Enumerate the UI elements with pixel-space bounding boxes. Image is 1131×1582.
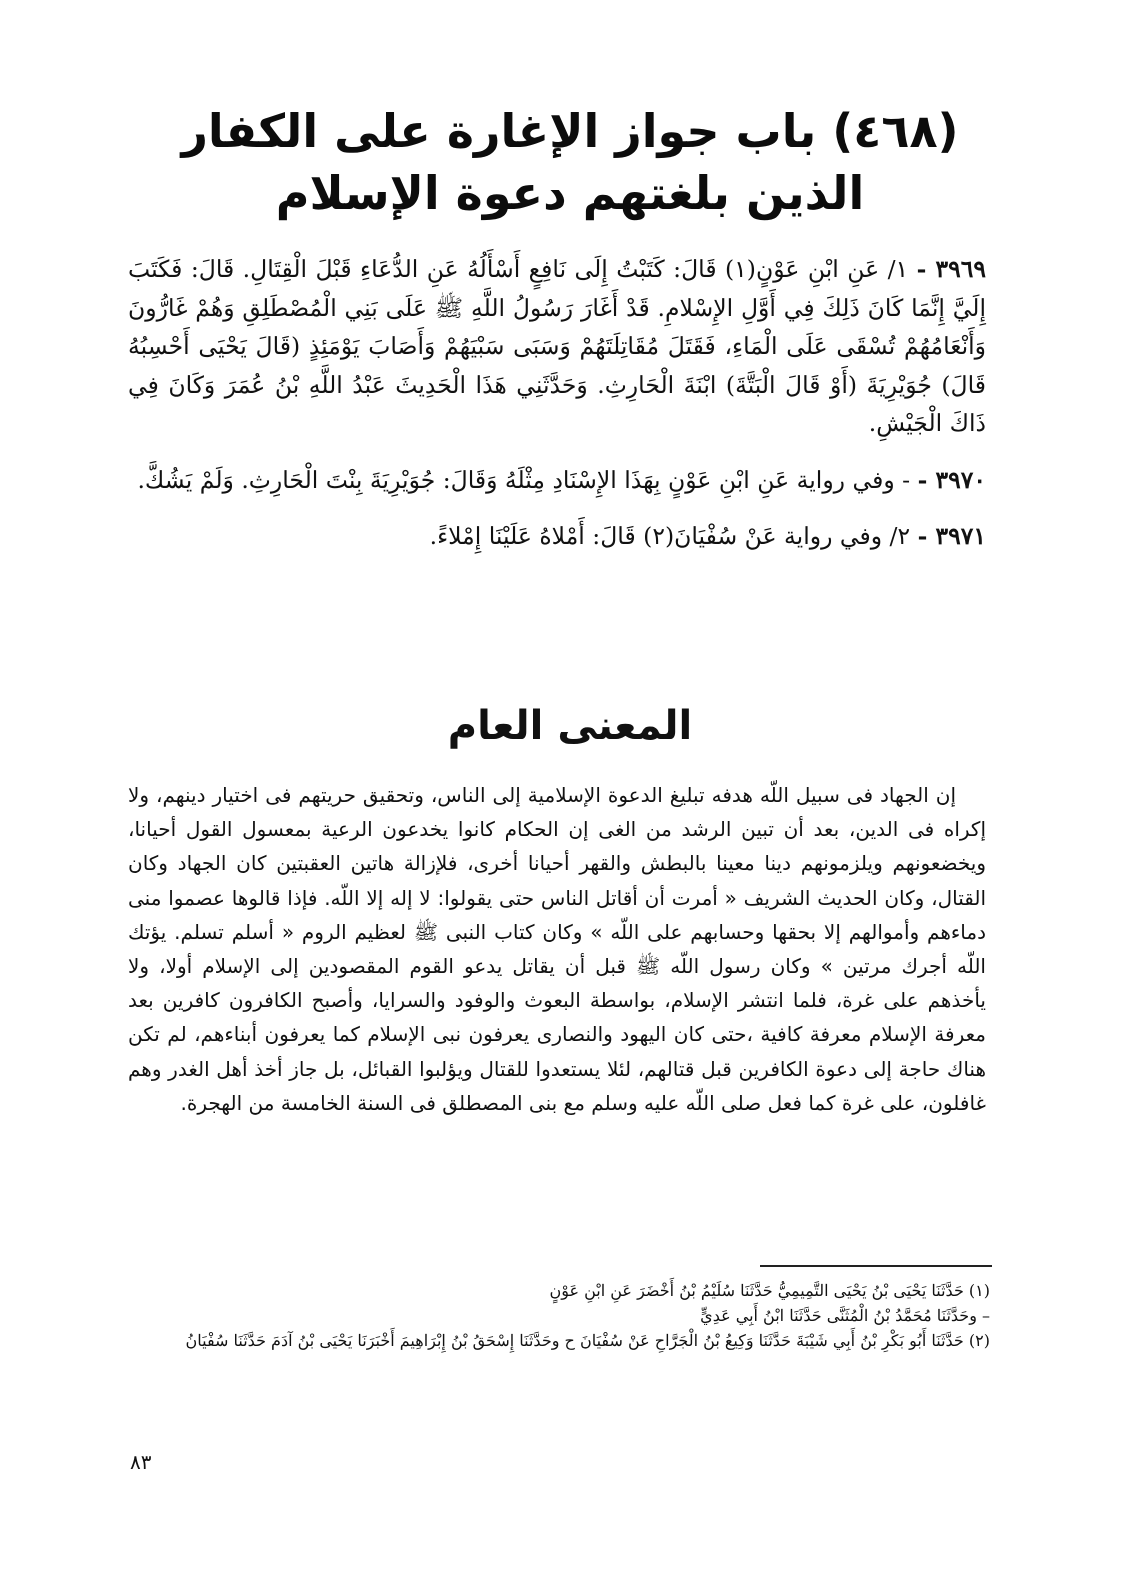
hadith-number: ٣٩٧١ - — [917, 522, 986, 550]
footnote-1-continuation: – وحَدَّثَنَا مُحَمَّدُ بْنُ الْمُثَنَّى حَدَّثَنَا ابْنُ أَبِي عَدِيٍّ — [700, 1306, 990, 1325]
footnotes — [128, 1278, 990, 1353]
hadith-number: ٣٩٦٩ - — [916, 255, 987, 283]
page-number: ٨٣ — [130, 1450, 152, 1474]
chapter-title-line-1: (٤٦٨) باب جواز الإغارة على الكفار — [181, 104, 959, 158]
hadith-3969 — [128, 250, 986, 443]
chapter-title-line-2: الذين بلغتهم دعوة الإسلام — [275, 166, 865, 220]
commentary-body — [128, 778, 986, 1120]
section-heading: المعنى العام — [447, 703, 693, 749]
chapter-title — [150, 100, 990, 224]
hadith-number: ٣٩٧٠ - — [917, 465, 986, 494]
hadith-text: ١/ عَنِ ابْنِ عَوْنٍ(١) قَالَ: كَتَبْتُ إِلَى نَافِعٍ أَسْأَلُهُ عَنِ الدُّعَاءِ قَبْلَ الْقِتَالِ. قَالَ: فَكَتَبَ إِلَيَّ إِنَّمَا كَانَ ذَلِكَ فِي أَوَّلِ الإِسْلامِ. قَدْ أَغَارَ رَسُولُ اللَّهِ ﷺ عَلَى بَنِي الْمُصْطَلِقِ وَهُمْ غَارُّونَ وَأَنْعَامُهُمْ تُسْقَى عَلَى الْمَاءِ، فَقَتَلَ مُقَاتِلَتَهُمْ وَسَبَى سَبْيَهُمْ وَأَصَابَ يَوْمَئِذٍ (قَالَ يَحْيَى أَحْسِبُهُ قَالَ) جُوَيْرِيَةَ (أَوْ قَالَ الْبَتَّةَ) ابْنَةَ الْحَارِثِ. وَحَدَّثَنِي هَذَا الْحَدِيثَ عَبْدُ اللَّهِ بْنُ عُمَرَ وَكَانَ فِي ذَاكَ الْجَيْشِ. — [128, 255, 986, 437]
hadith-list — [128, 250, 986, 574]
hadith-3970 — [128, 461, 986, 500]
footnote-1: (١) حَدَّثَنَا يَحْيَى بْنُ يَحْيَى التَّمِيمِيُّ حَدَّثَنَا سُلَيْمُ بْنُ أَخْضَرَ عَنِ ابْنِ عَوْنٍ — [549, 1281, 990, 1300]
hadith-text: - وفي رواية عَنِ ابْنِ عَوْنٍ بِهَذَا الإِسْنَادِ مِثْلَهُ وَقَالَ: جُوَيْرِيَةَ بِنْتَ الْحَارِثِ. وَلَمْ يَشُكَّ. — [137, 465, 911, 494]
commentary-paragraph: إن الجهاد فى سبيل اللّه هدفه تبليغ الدعوة الإسلامية إلى الناس، وتحقيق حريتهم فى اختيار دينهم، ولا إكراه فى الدين، بعد أن تبين الرشد من الغى إن الحكام كانوا يخدعون الرعية بمعسول القول أحيانا، ويخضعونهم ويلزمونهم دينا معينا بالبطش والقهر أحيانا أخرى، فلإزالة هاتين العقبتين كان الجهاد وكان القتال، وكان الحديث الشريف « أمرت أن أقاتل الناس حتى يقولوا: لا إله إلا اللّه. فإذا قالوها عصموا منى دماءهم وأموالهم إلا بحقها وحسابهم على اللّه » وكان كتاب النبى ﷺ لعظيم الروم « أسلم تسلم. يؤتك اللّه أجرك مرتين » وكان رسول اللّه ﷺ قبل أن يقاتل يدعو القوم المقصودين إلى الإسلام أولا، ولا يأخذهم على غرة، فلما انتشر الإسلام، بواسطة البعوث والوفود والسرايا، وأصبح الكافرون كافرين بعد معرفة الإسلام معرفة كافية ،حتى كان اليهود والنصارى يعرفون نبى الإسلام كما يعرفون أبناءهم، لم تكن هناك حاجة إلى دعوة الكافرين قبل قتالهم، لئلا يستعدوا للقتال ويؤلبوا القبائل، بل جاز أخذ أهل الغدر وهم غافلون، على غرة كما فعل صلى اللّه عليه وسلم مع بنى المصطلق فى السنة الخامسة من الهجرة. — [128, 783, 986, 1115]
footnote-divider — [760, 1265, 992, 1267]
footnote-2: (٢) حَدَّثَنَا أَبُو بَكْرِ بْنُ أَبِي شَيْبَةَ حَدَّثَنَا وَكِيعُ بْنُ الْجَرَّاحِ عَنْ سُفْيَانَ ح وحَدَّثَنَا إِسْحَقُ بْنُ إِبْرَاهِيمَ أَخْبَرَنَا يَحْيَى بْنُ آدَمَ حَدَّثَنَا سُفْيَانُ — [185, 1331, 990, 1350]
hadith-3971 — [128, 517, 986, 556]
hadith-text: ٢/ وفي رواية عَنْ سُفْيَانَ(٢) قَالَ: أَمْلاهُ عَلَيْنَا إِمْلاءً. — [429, 522, 911, 550]
